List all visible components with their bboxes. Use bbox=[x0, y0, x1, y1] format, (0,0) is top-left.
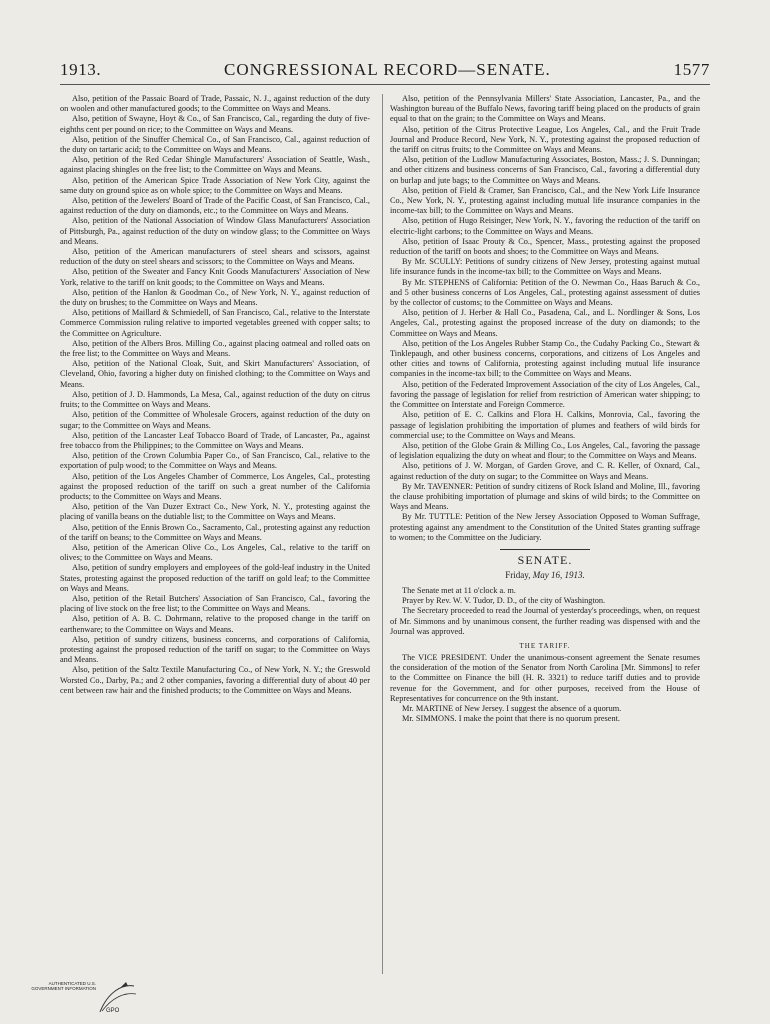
left-paragraph: Also, petition of the American Olive Co., Los Angeles, Cal., relative to the tariff on olives; to the Committee on Ways and Means. bbox=[60, 542, 370, 563]
right-paragraph: Also, petitions of J. W. Morgan, of Garden Grove, and C. R. Keller, of Oxnard, Cal., against reduction of the duty on sugar; to the Committee on Ways and Means. bbox=[390, 461, 700, 481]
left-paragraph: Also, petition of the Albers Bros. Milling Co., against placing oatmeal and rolled oats on the free list; to the Committee on Ways and Means. bbox=[60, 338, 370, 359]
right-paragraph: By Mr. TAVENNER: Petition of sundry citizens of Rock Island and Moline, Ill., favoring the clause prohibiting importation of plumage and skins of wild birds; to the Committee on Ways and Means. bbox=[390, 481, 700, 512]
left-column bbox=[60, 94, 370, 974]
right-paragraph: Also, petition of the Citrus Protective League, Los Angeles, Cal., and the Fruit Trade Journal and Produce Record, New York, N. Y., protesting against the proposed reduction of the tariff on citrus fruits; to the Committee on Ways and Means. bbox=[390, 124, 700, 155]
header-year: 1913. bbox=[60, 60, 102, 79]
left-paragraph: Also, petition of the American manufacturers of steel shears and scissors, against reduction of the duty on steel shears and scissors; to the Committee on Ways and Means. bbox=[60, 247, 370, 267]
left-paragraph: Also, petition of the Sinuffer Chemical Co., of San Francisco, Cal., against reduction of the duty on tartaric acid; to the Committee on Ways and Means. bbox=[60, 134, 370, 155]
gpo-seal bbox=[30, 978, 140, 1018]
right-column bbox=[390, 94, 700, 974]
right-paragraph: Also, petition of Hugo Reisinger, New York, N. Y., favoring the reduction of the tariff on electric-light carbons; to the Committee on Ways and Means. bbox=[390, 216, 700, 236]
seal-emblem-icon bbox=[30, 978, 140, 1018]
section-date bbox=[390, 570, 700, 580]
senate-paragraph: The Secretary proceeded to read the Journal of yesterday's proceedings, when, on request of Mr. Simmons and by unanimous consent, the further reading was dispensed with and the Journal was approved. bbox=[390, 606, 700, 636]
left-paragraph: Also, petition of the Committee of Wholesale Grocers, against reduction of the duty on sugar; to the Committee on Ways and Means. bbox=[60, 410, 370, 430]
left-paragraph: Also, petition of the Retail Butchers' Association of San Francisco, Cal., favoring the placing of live stock on the free list; to the Committee on Ways and Means. bbox=[60, 593, 370, 614]
column-divider bbox=[382, 94, 383, 974]
right-paragraph: Also, petition of E. C. Calkins and Flora H. Calkins, Monrovia, Cal., favoring the passage of legislation prohibiting the importation of plumes and feathers of wild birds for commercial use; to the Committee on Ways and Means. bbox=[390, 410, 700, 440]
seal-text: AUTHENTICATED U.S. GOVERNMENT INFORMATION bbox=[31, 981, 96, 991]
seal-gpo-mark: GPO bbox=[106, 1008, 120, 1014]
left-paragraph: Also, petition of sundry employers and employees of the gold-leaf industry in the United States, protesting against the proposed reduction of the tariff on gold leaf; to the Committee on Ways and Means. bbox=[60, 563, 370, 593]
left-paragraph: Also, petition of the Van Duzer Extract Co., New York, N. Y., protesting against the placing of vanilla beans on the dutiable list; to the Committee on Ways and Means. bbox=[60, 502, 370, 522]
right-paragraph: Also, petition of the Los Angeles Rubber Stamp Co., the Cudahy Packing Co., Stewart & Tinklepaugh, and other business concerns, corporations, and citizens of Los Angeles and other cities and towns of California, protesting against including mutual life insurance companies in the income-tax bill; to the Committee on Ways and Means. bbox=[390, 338, 700, 379]
date-prefix: Friday, bbox=[505, 569, 531, 580]
right-paragraph: Also, petition of the Globe Grain & Milling Co., Los Angeles, Cal., favoring the passage of legislation equalizing the duty on wheat and flour; to the Committee on Ways and Means. bbox=[390, 440, 700, 461]
section-rule bbox=[500, 549, 590, 550]
right-paragraph: Also, petition of the Ludlow Manufacturing Associates, Boston, Mass.; J. S. Dunningan; and other citizens and business concerns of San Francisco, Cal., favoring a differential duty on burlap and jute bags; to the Committee on Ways and Means. bbox=[390, 155, 700, 185]
header-title: CONGRESSIONAL RECORD—SENATE. bbox=[224, 60, 551, 79]
senate-paragraph: Prayer by Rev. W. V. Tudor, D. D., of the city of Washington. bbox=[402, 596, 606, 606]
tariff-paragraph: Mr. SIMMONS. I make the point that there is no quorum present. bbox=[402, 714, 620, 724]
left-paragraph: Also, petition of the Jewelers' Board of Trade of the Pacific Coast, of San Francisco, Cal., against reduction of the duty on diamonds, etc.; to the Committee on Ways and Means. bbox=[60, 196, 370, 216]
left-paragraph: Also, petition of J. D. Hammonds, La Mesa, Cal., against reduction of the duty on citrus fruits; to the Committee on Ways and Means. bbox=[60, 389, 370, 410]
left-paragraph: Also, petition of the Lancaster Leaf Tobacco Board of Trade, of Lancaster, Pa., against free tobacco from the Philippines; to the Committee on Ways and Means. bbox=[60, 430, 370, 450]
left-paragraph: Also, petition of the National Association of Window Glass Manufacturers' Association of Pittsburgh, Pa., against reduction of the duty on window glass; to the Committee on Ways and Means. bbox=[60, 216, 370, 246]
left-paragraph: Also, petition of the Saltz Textile Manufacturing Co., of New York, N. Y.; the Greswold Worsted Co., Darby, Pa.; and 2 other companies, favoring a differential duty of about 40 per cent between raw hair and the finished products; to the Committee on Ways and Means. bbox=[60, 665, 370, 695]
tariff-paragraph: The VICE PRESIDENT. Under the unanimous-consent agreement the Senate resumes the consideration of the motion of the Senator from North Carolina [Mr. Simmons] to refer to the Committee on Finance the bill (H. R. 3321) to reduce tariff duties and to provide revenue for the Government, and for other purposes, received from the House of Representatives for concurrence on the 9th instant. bbox=[390, 652, 700, 703]
right-paragraph: By Mr. TUTTLE: Petition of the New Jersey Association Opposed to Woman Suffrage, protesting against any amendment to the Constitution of the United States granting suffrage to women; to the Committee on the Judiciary. bbox=[390, 512, 700, 542]
left-paragraph: Also, petition of the Red Cedar Shingle Manufacturers' Association of Seattle, Wash., against placing shingles on the free list; to the Committee on Ways and Means. bbox=[60, 155, 370, 175]
right-paragraph: Also, petition of the Pennsylvania Millers' State Association, Lancaster, Pa., and the Washington bureau of the Buffalo News, favoring tariff being placed on the products of grain equal to that on the grain; to the Committee on Ways and Means. bbox=[390, 94, 700, 124]
right-paragraph: Also, petition of Field & Cramer, San Francisco, Cal., and the New York Life Insurance Co., New York, N. Y., protesting against including mutual life insurance companies in the income-tax bill; to the Committee on Ways and Means. bbox=[390, 185, 700, 216]
right-paragraph: Also, petition of J. Herber & Hall Co., Pasadena, Cal., and L. Nordlinger & Sons, Los Angeles, Cal., protesting against the proposed increase of the duty on diamonds; to the Committee on Ways and Means. bbox=[390, 308, 700, 338]
page-header bbox=[60, 60, 710, 82]
left-paragraph: Also, petitions of Maillard & Schmiedell, of San Francisco, Cal., relative to the Interstate Commerce Commission ruling relative to imported vegetables greened with copper salts; to the Committee on Agriculture. bbox=[60, 308, 370, 338]
left-paragraph: Also, petition of the American Spice Trade Association of New York City, against the same duty on ground spice as on whole spice; to the Committee on Ways and Means. bbox=[60, 175, 370, 195]
header-page-number: 1577 bbox=[673, 60, 710, 79]
left-paragraph: Also, petition of the Hanlon & Goodman Co., of New York, N. Y., against reduction of the duty on brushes; to the Committee on Ways and Means. bbox=[60, 287, 370, 308]
left-paragraph: Also, petition of the Los Angeles Chamber of Commerce, Los Angeles, Cal., protesting against the proposed reduction of the tariff on such a great number of the California products; to the Committee on Ways and Means. bbox=[60, 471, 370, 501]
left-paragraph: Also, petition of the Passaic Board of Trade, Passaic, N. J., against reduction of the duty on woolen and other manufactured goods; to the Committee on Ways and Means. bbox=[60, 94, 370, 114]
date-value: May 16, 1913. bbox=[532, 569, 585, 580]
left-paragraph: Also, petition of sundry citizens, business concerns, and corporations of California, protesting against the proposed reduction of the tariff on sugar; to the Committee on Ways and Means. bbox=[60, 634, 370, 665]
senate-paragraph: The Senate met at 11 o'clock a. m. bbox=[402, 585, 516, 595]
left-paragraph: Also, petition of the Crown Columbia Paper Co., of San Francisco, Cal., relative to the exportation of pulp wood; to the Committee on Ways and Means. bbox=[60, 451, 370, 471]
left-paragraph: Also, petition of Swayne, Hoyt & Co., of San Francisco, Cal., regarding the duty of five-eighths cent per pound on rice; to the Committee on Ways and Means. bbox=[60, 114, 370, 134]
left-paragraph: Also, petition of A. B. C. Dohrmann, relative to the proposed change in the tariff on earthenware; to the Committee on Ways and Means. bbox=[60, 614, 370, 634]
right-paragraph: By Mr. SCULLY: Petitions of sundry citizens of New Jersey, protesting against mutual life insurance funds in the income-tax bill; to the Committee on Ways and Means. bbox=[390, 257, 700, 277]
tariff-paragraph: Mr. MARTINE of New Jersey. I suggest the absence of a quorum. bbox=[402, 703, 622, 713]
left-paragraph: Also, petition of the Ennis Brown Co., Sacramento, Cal., protesting against any reduction of the tariff on beans; to the Committee on Ways and Means. bbox=[60, 522, 370, 542]
right-paragraph: Also, petition of Isaac Prouty & Co., Spencer, Mass., protesting against the proposed reduction of the tariff on boots and shoes; to the Committee on Ways and Means. bbox=[390, 236, 700, 257]
right-paragraph: By Mr. STEPHENS of California: Petition of the O. Newman Co., Haas Baruch & Co., and 5 other business concerns of Los Angeles, Cal., protesting against assessment of duties by the collector of customs; to the Committee on Ways and Means. bbox=[390, 277, 700, 308]
tariff-subhead: THE TARIFF. bbox=[519, 641, 571, 650]
header-rule bbox=[60, 84, 710, 85]
left-paragraph: Also, petition of the Sweater and Fancy Knit Goods Manufacturers' Association of New York, relative to the tariff on knit goods; to the Committee on Ways and Means. bbox=[60, 267, 370, 287]
section-title: SENATE. bbox=[517, 552, 573, 567]
right-paragraph: Also, petition of the Federated Improvement Association of the city of Los Angeles, Cal., favoring the passage of legislation for relief from restriction of American water shipping; to the Committee on Interstate and Foreign Commerce. bbox=[390, 379, 700, 410]
left-paragraph: Also, petition of the National Cloak, Suit, and Skirt Manufacturers' Association, of Cleveland, Ohio, favoring a higher duty on finished clothing; to the Committee on Ways and Means. bbox=[60, 359, 370, 389]
